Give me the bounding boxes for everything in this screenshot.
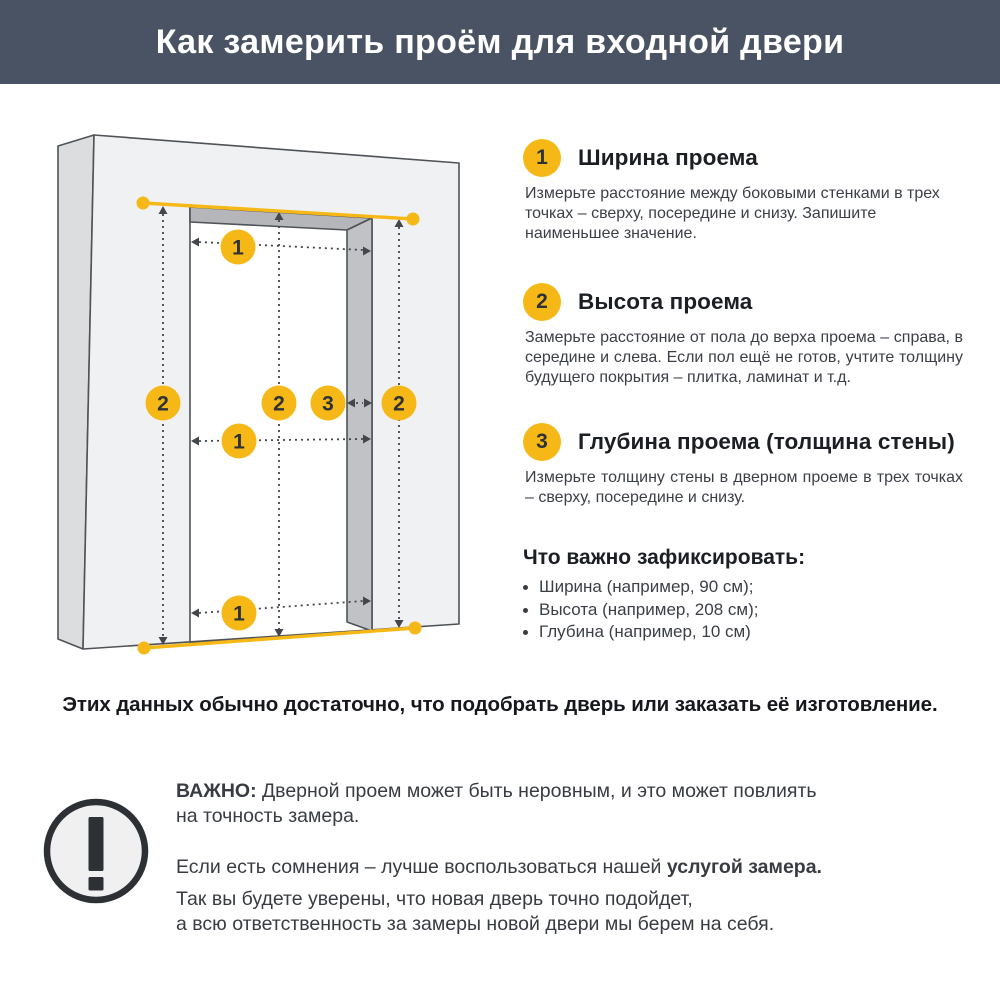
- list-item: [523, 621, 963, 644]
- section-width-title: Ширина проема: [578, 145, 758, 170]
- summary-line: Этих данных обычно достаточно, что подобрать дверь или заказать её изготовление.: [62, 693, 938, 716]
- list-item: [523, 576, 963, 599]
- list-item: [523, 599, 963, 622]
- bullet-dot-icon: [523, 585, 528, 590]
- notice-important-line: [176, 779, 976, 804]
- checklist-item-depth: Глубина (например, 10 см): [539, 622, 751, 641]
- section-width: [523, 139, 963, 244]
- advice-text: Если есть сомнения – лучше воспользоваться нашей: [176, 856, 667, 878]
- bullet-dot-icon: [523, 630, 528, 635]
- marker-height-center-label: 2: [273, 392, 285, 416]
- bullet-dot-icon: [523, 608, 528, 613]
- notice-advice-line2: Так вы будете уверены, что новая дверь точно подойдет,: [176, 888, 693, 910]
- checklist-item-width: Ширина (например, 90 см);: [539, 577, 754, 596]
- section-height-text: Замерьте расстояние от пола до верха проема – справа, в середине и слева. Если пол ещё не готов, учтите толщину будущего покрытия – плитка, ламинат и т.д.: [525, 329, 963, 386]
- notice-text: [176, 779, 976, 937]
- section-depth: [523, 423, 963, 508]
- notice-important-line2: на точность замера.: [176, 805, 360, 827]
- checklist: [523, 546, 963, 644]
- section-depth-title: Глубина проема (толщина стены): [578, 429, 955, 454]
- section-depth-text: Измерьте толщину стены в дверном проеме в трех точках – сверху, посередине и снизу.: [525, 469, 963, 506]
- notice-paragraph-gap: [176, 829, 976, 855]
- section-width-text: Измерьте расстояние между боковыми стенками в трех точках – сверху, посередине и снизу. Запишите наименьшее значение.: [525, 185, 940, 242]
- exclamation-icon: [40, 795, 152, 907]
- important-label: ВАЖНО:: [176, 780, 257, 802]
- notice-advice-line1: [176, 855, 976, 880]
- marker-height-right-label: 2: [393, 392, 405, 416]
- marker-width-middle-label: 1: [233, 430, 245, 454]
- marker-depth-label: 3: [322, 392, 334, 416]
- advice-bold-text: услугой замера.: [666, 856, 822, 878]
- step-1-badge: 1: [523, 139, 561, 177]
- opening-right-reveal: [347, 218, 372, 631]
- marker-width-bottom-label: 1: [233, 602, 245, 626]
- section-height: [523, 283, 963, 388]
- step-2-badge: 2: [523, 283, 561, 321]
- section-depth-header: [523, 423, 963, 461]
- doorway-measurement-diagram: [0, 0, 520, 700]
- step-3-badge: 3: [523, 423, 561, 461]
- page-title: Как замерить проём для входной двери: [155, 22, 845, 61]
- checklist-items: [523, 576, 963, 644]
- section-height-header: [523, 283, 963, 321]
- section-width-header: [523, 139, 963, 177]
- instructions-column: [523, 139, 963, 644]
- important-text: Дверной проем может быть неровным, и это может повлиять: [256, 780, 817, 802]
- checklist-title: Что важно зафиксировать:: [523, 546, 806, 569]
- notice-advice-line3: а всю ответственность за замеры новой двери мы берем на себя.: [176, 913, 775, 935]
- checklist-item-height: Высота (например, 208 см);: [539, 599, 759, 619]
- marker-height-left-label: 2: [157, 392, 169, 416]
- marker-width-top-label: 1: [232, 236, 244, 260]
- section-height-title: Высота проема: [578, 289, 753, 314]
